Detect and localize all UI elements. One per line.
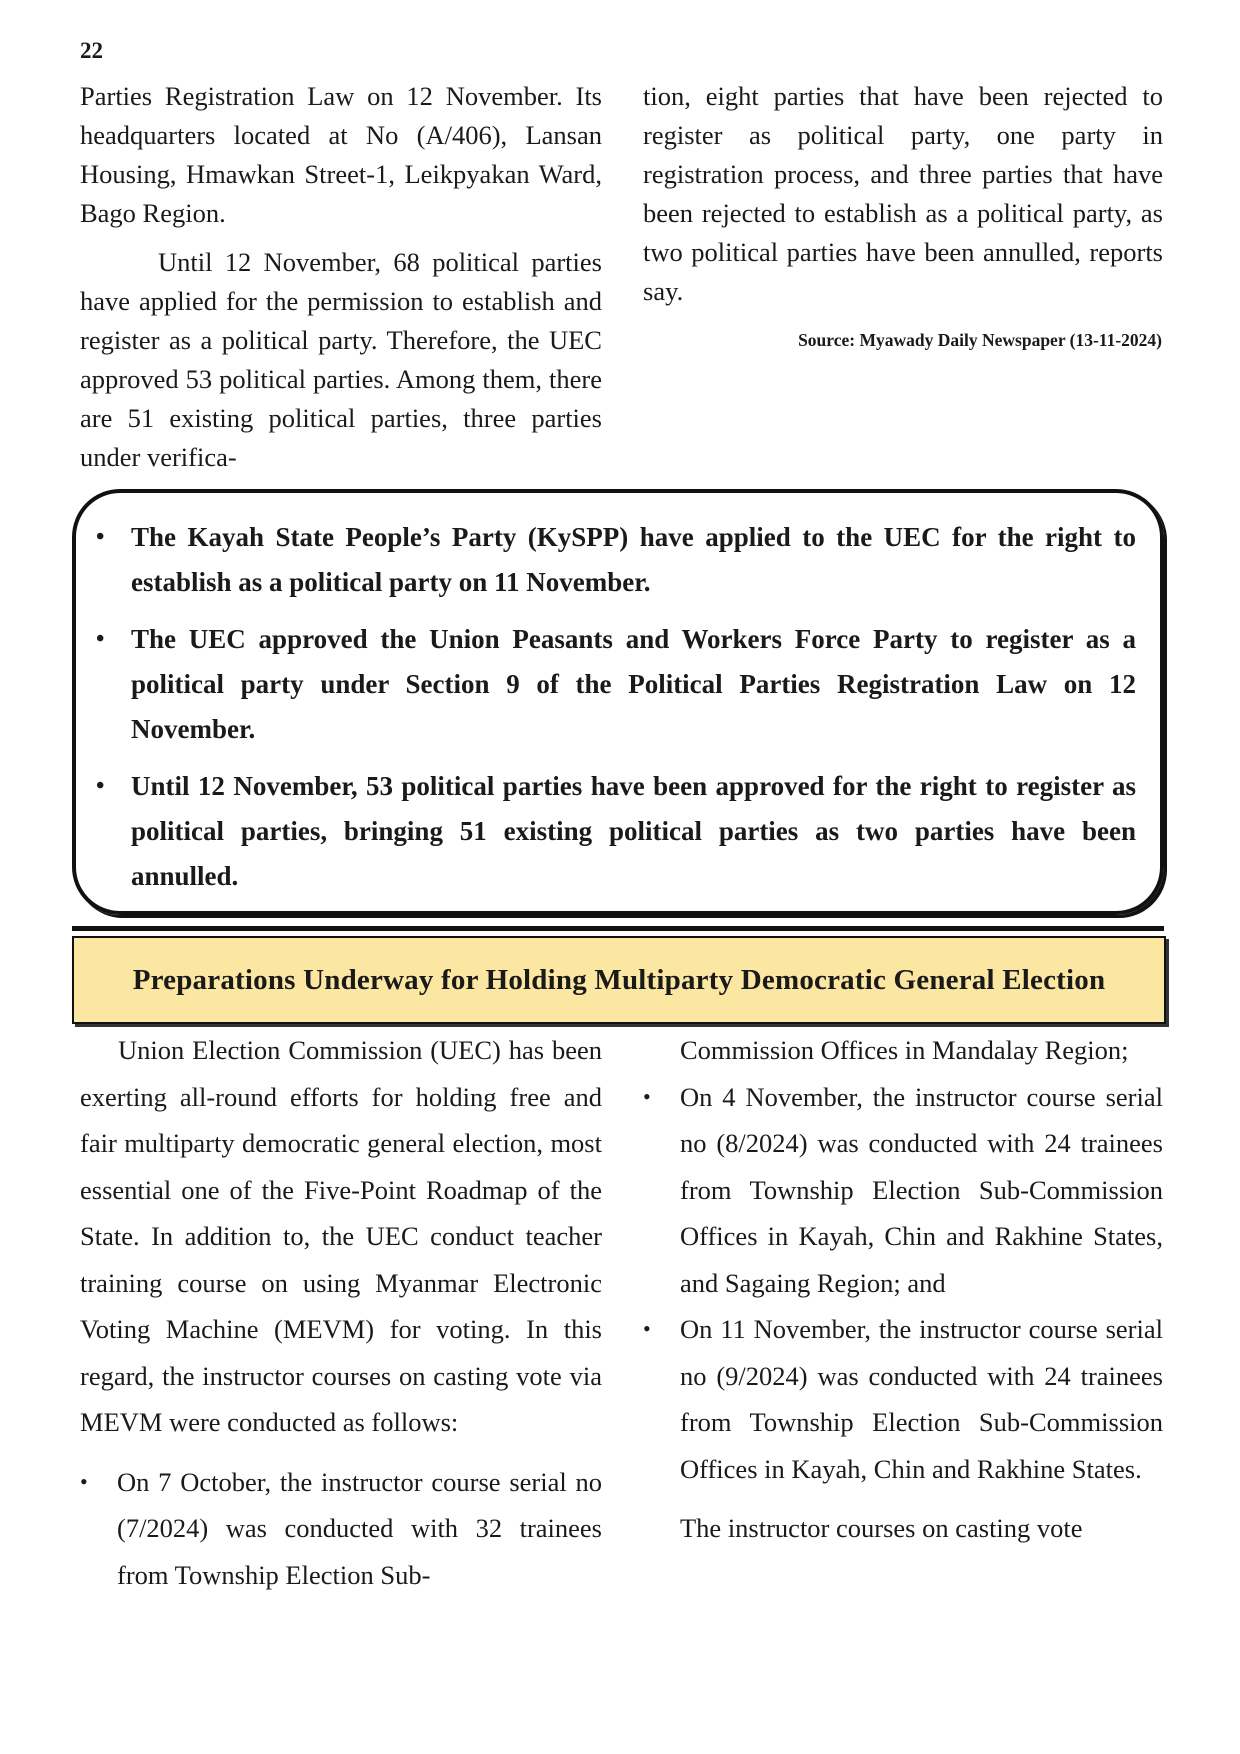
summary-item [96,515,1136,605]
article-headline-box [72,936,1166,1024]
top-article-right-column [643,77,1163,311]
page-number: 22 [80,38,103,63]
list-item [643,1074,1163,1307]
paragraph: Commission Offices in Mandalay Region; [680,1035,1129,1065]
article-right-column [643,1027,1163,1552]
summary-item [96,617,1136,752]
summary-box [72,489,1164,915]
article-left-column [80,1027,602,1598]
list-item-text: On 7 October, the instructor course serial no (7/2024) was conducted with 32 trainees from Township Election Sub- [117,1466,602,1590]
summary-list [76,493,1160,899]
summary-item-text: The UEC approved the Union Peasants and Workers Force Party to register as a political party under Section 9 of the Political Parties Registration Law on 12 November. [131,624,1136,744]
source-citation: Source: Myawady Daily Newspaper (13-11-2024) [798,330,1162,350]
list-item-text: On 4 November, the instructor course serial no (8/2024) was conducted with 24 trainees from Township Election Sub-Commission Offices in Kayah, Chin and Rakhine States, and Sagaing Region; and [680,1081,1163,1298]
section-divider [72,926,1164,931]
bullet-icon: • [643,1083,651,1109]
list-item-text: On 11 November, the instructor course serial no (9/2024) was conducted with 24 trainees from Township Election Sub-Commission Offices in Kayah, Chin and Rakhine States. [680,1314,1163,1484]
article-headline: Preparations Underway for Holding Multiparty Democratic General Election [132,963,1106,996]
bullet-icon: • [96,626,105,652]
course-list [643,1074,1163,1493]
paragraph: Until 12 November, 68 political parties have applied for the permission to establish and register as a political party. Therefore, the UEC approved 53 political parties. Among them, there are 51 existing political parties, three parties under verifica- [80,247,602,472]
bullet-icon: • [96,773,105,799]
bullet-icon: • [643,1316,651,1341]
paragraph: Union Election Commission (UEC) has been exerting all-round efforts for holding free and fair multiparty democratic general election, most essential one of the Five-Point Roadmap of the State. In addition to, the UEC conduct teacher training course on using Myanmar Electronic Voting Machine (MEVM) for voting. In this regard, the instructor courses on casting vote via MEVM were conducted as follows: [80,1035,602,1437]
bullet-icon: • [80,1468,88,1494]
bullet-icon: • [96,524,105,550]
paragraph: tion, eight parties that have been rejected to register as political party, one party in registration process, and three parties that have been rejected to establish as a political party, as two political parties have been annulled, reports say. [643,81,1163,306]
summary-item-text: The Kayah State People’s Party (KySPP) have applied to the UEC for the right to establish as a political party on 11 November. [131,522,1136,597]
list-item [643,1306,1163,1492]
top-article-left-column [80,77,602,477]
summary-item-text: Until 12 November, 53 political parties have been approved for the right to register as political parties, bringing 51 existing political parties as two parties have been annulled. [131,771,1136,891]
course-list [80,1459,602,1599]
list-item [80,1459,602,1599]
paragraph: Parties Registration Law on 12 November. Its headquarters located at No (A/406), Lansan Housing, Hmawkan Street-1, Leikpyakan Ward, Bago Region. [80,81,602,228]
summary-item [96,764,1136,899]
paragraph: The instructor courses on casting vote [680,1513,1083,1543]
